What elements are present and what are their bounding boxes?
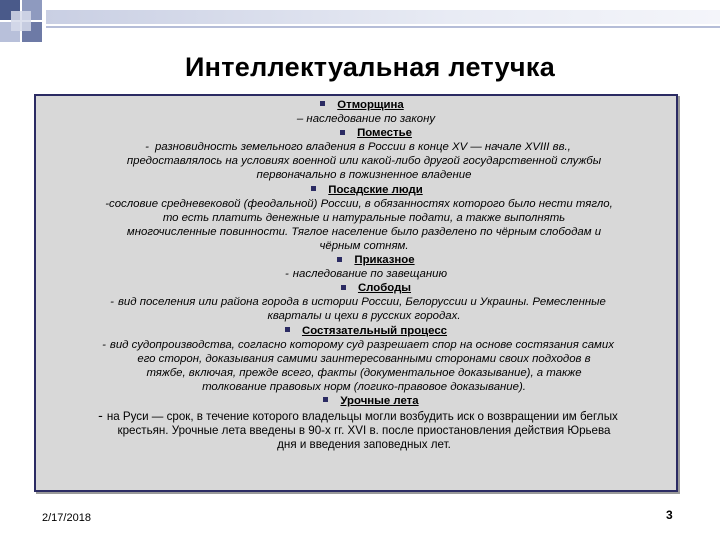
square-bullet-icon xyxy=(341,285,346,290)
definition-line: кварталы и цехи в русских городах. xyxy=(267,310,461,323)
definitions-list xyxy=(36,98,676,452)
definition-line: тяжбе, включая, прежде всего, факты (документальное доказывание), а также xyxy=(146,366,582,379)
definition-text: сословие средневековой (феодальной) России, в обязанностях которого было нести тягло, xyxy=(109,197,613,210)
definition-line: его сторон, доказывания самими заинтересованными сторонами своих подходов в xyxy=(137,352,591,365)
term-label: Поместье xyxy=(357,127,412,140)
definition-line: многочисленные повинности. Тяглое население было разделено по чёрным слободам и xyxy=(126,225,602,238)
slide-page-number: 3 xyxy=(666,508,673,522)
square-bullet-icon xyxy=(285,327,290,332)
dash-marker: - xyxy=(145,141,149,154)
slide-date: 2/17/2018 xyxy=(42,512,91,524)
definition-line: толкование правовых норм (логико-правовое доказывание). xyxy=(202,380,526,393)
dash-marker: - xyxy=(110,296,114,309)
definition-line: первоначально в пожизненное владение xyxy=(256,169,472,182)
term-line xyxy=(36,324,676,338)
definition-line: то есть платить денежные и натуральные подати, а также выполнять xyxy=(162,211,566,224)
term-label: Приказное xyxy=(354,254,415,267)
term-line xyxy=(36,253,676,267)
definition-line xyxy=(36,267,676,281)
definition-line: чёрным сотням. xyxy=(319,239,409,252)
definition-line xyxy=(36,140,676,154)
square-bullet-icon xyxy=(311,186,316,191)
dash-marker: - xyxy=(98,407,103,424)
definition-line: – наследование по закону xyxy=(296,113,436,126)
corner-square-overlay xyxy=(11,11,31,31)
square-bullet-icon xyxy=(337,257,342,262)
header-divider xyxy=(46,26,720,28)
term-line xyxy=(36,281,676,295)
definition-text: вид судопроизводства, согласно которому суд разрешает спор на основе состязания самих xyxy=(109,338,614,351)
term-label: Отморщина xyxy=(337,99,404,111)
definition-line: крестьян. Урочные лета введены в 90-х гг. XVI в. после приостановления действия Юрьева xyxy=(117,424,611,438)
dash-marker: - xyxy=(105,197,109,210)
definition-line: предоставлялось на условиях военной или какой-либо другой государственной службы xyxy=(126,155,602,168)
term-line xyxy=(36,394,676,408)
term-label: Состязательный процесс xyxy=(301,324,448,337)
definition-text: на Руси — срок, в течение которого владельцы могли возбудить иск о возвращении им беглых xyxy=(106,410,618,424)
definition-line xyxy=(36,197,676,211)
term-label: Урочные лета xyxy=(340,394,419,407)
header-gradient-bar xyxy=(46,10,720,24)
square-bullet-icon xyxy=(320,101,325,106)
definition-text: наследование по завещанию xyxy=(292,268,448,281)
dash-marker: - xyxy=(102,338,106,351)
term-line xyxy=(36,183,676,197)
term-label: Слободы xyxy=(357,282,412,295)
definition-text: вид поселения или района города в истории России, Белоруссии и Украины. Ремесленные xyxy=(117,296,606,309)
definition-line xyxy=(36,295,676,309)
term-label: Посадские люди xyxy=(328,183,423,196)
definition-line: дня и введения заповедных лет. xyxy=(277,438,451,452)
term-line xyxy=(36,126,676,140)
definition-line xyxy=(36,338,676,352)
square-bullet-icon xyxy=(323,397,328,402)
dash-marker: - xyxy=(284,268,289,281)
term-line xyxy=(36,98,676,112)
definition-line xyxy=(36,408,676,424)
definition-text: разновидность земельного владения в России в конце XV — начале XVIII вв., xyxy=(154,141,571,154)
square-bullet-icon xyxy=(340,130,345,135)
slide-title: Интеллектуальная летучка xyxy=(184,52,556,82)
definitions-panel xyxy=(34,94,678,492)
